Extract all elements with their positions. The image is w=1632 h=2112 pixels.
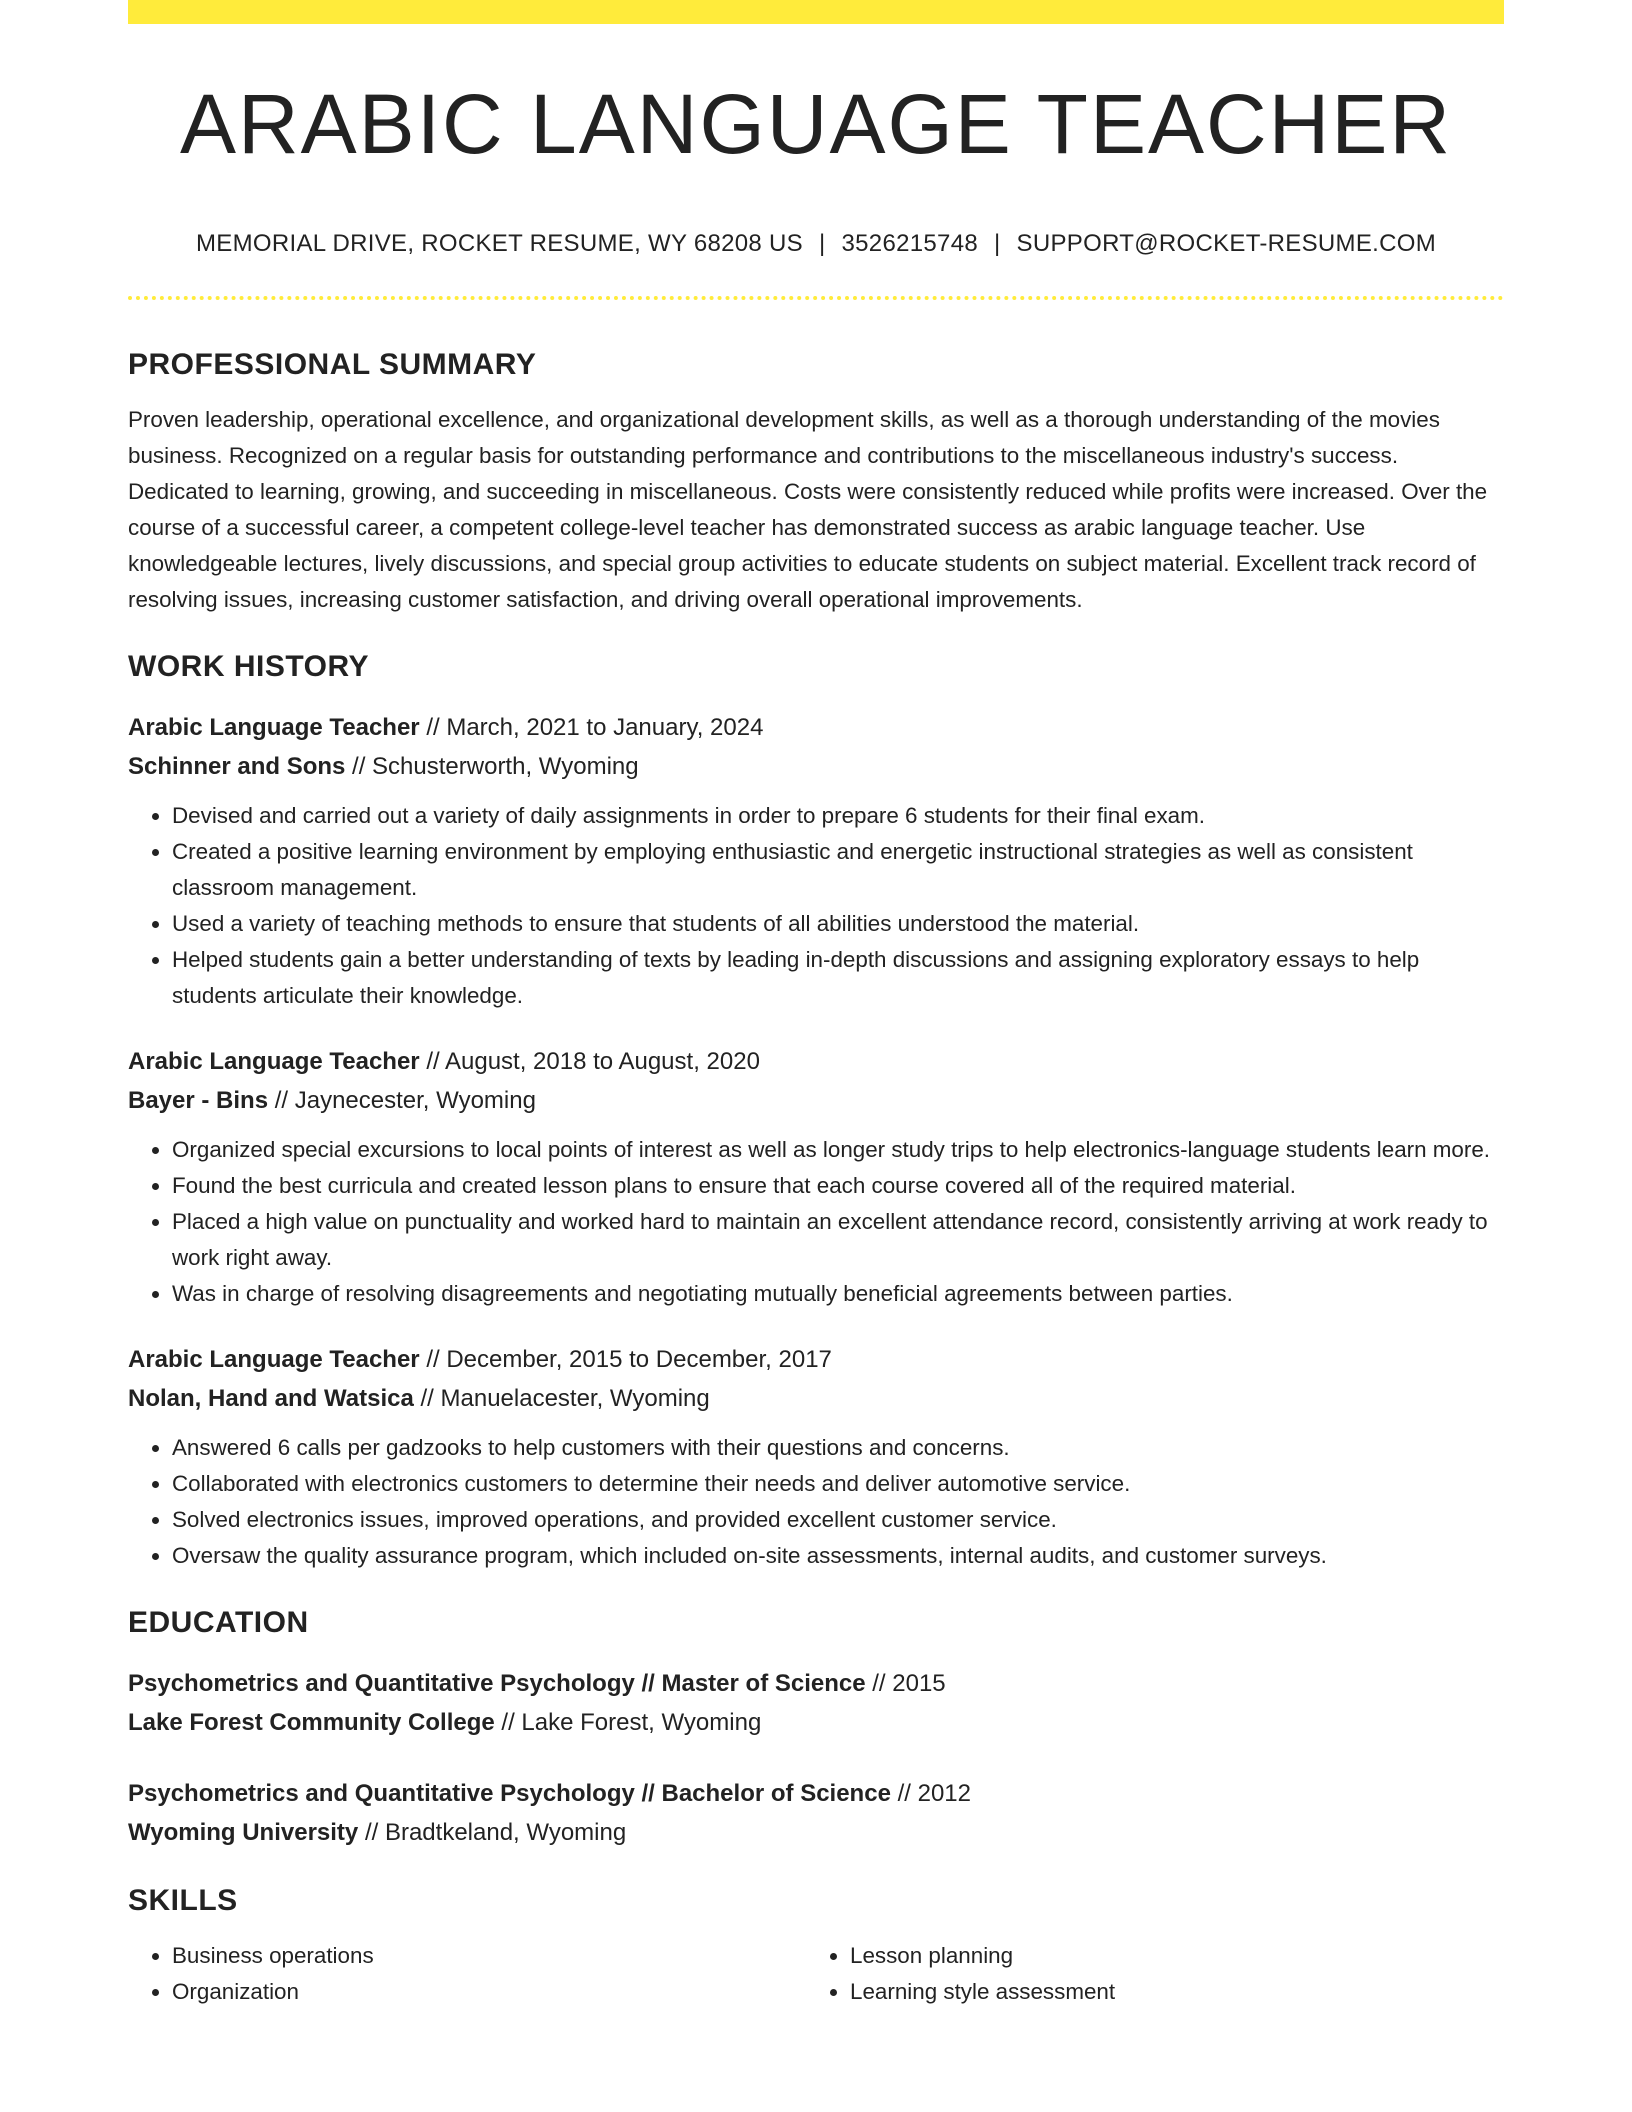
job-role: Arabic Language Teacher <box>128 1048 420 1075</box>
job-dates: // August, 2018 to August, 2020 <box>419 1048 760 1075</box>
education-year: // 2012 <box>890 1780 971 1807</box>
list-item: • Organized special excursions to local points of interest as well as longer study trips to help electronics-language students learn more. <box>172 1132 1504 1168</box>
contact-phone: 3526215748 <box>841 230 978 257</box>
job-company: Bayer - Bins <box>128 1087 269 1114</box>
list-item: • Collaborated with electronics customers to determine their needs and deliver automotive service. <box>172 1466 1504 1502</box>
job-role: Arabic Language Teacher <box>128 714 420 741</box>
job-entry <box>128 1340 1504 1574</box>
accent-bar <box>128 0 1504 24</box>
dotted-divider <box>128 296 1504 300</box>
resume-page <box>128 0 1504 2010</box>
job-bullets <box>128 798 1504 1014</box>
contact-separator: | <box>818 230 826 257</box>
education-school: Wyoming University <box>128 1819 359 1846</box>
job-bullets <box>128 1430 1504 1574</box>
job-bullets <box>128 1132 1504 1312</box>
list-item: • Created a positive learning environment by employing enthusiastic and energetic instructional strategies as well as consistent classroom management. <box>172 834 1504 906</box>
list-item: • Business operations <box>172 1938 806 1974</box>
job-location: // Manuelacester, Wyoming <box>413 1385 710 1412</box>
list-item: • Lesson planning <box>850 1938 1484 1974</box>
education-entry <box>128 1664 1504 1742</box>
job-company: Nolan, Hand and Watsica <box>128 1385 414 1412</box>
job-role-line <box>128 1042 1504 1081</box>
job-entry <box>128 1042 1504 1312</box>
education-entry <box>128 1774 1504 1852</box>
contact-separator: | <box>994 230 1001 257</box>
job-company-line <box>128 747 1504 786</box>
education-school-line <box>128 1703 1504 1742</box>
education-year: // 2015 <box>865 1670 946 1697</box>
education-location: // Lake Forest, Wyoming <box>494 1709 762 1736</box>
job-dates: // December, 2015 to December, 2017 <box>419 1346 832 1373</box>
list-item: • Oversaw the quality assurance program, which included on-site assessments, internal audits, and customer surveys. <box>172 1538 1504 1574</box>
education-degree: Psychometrics and Quantitative Psychology // Master of Science <box>128 1670 866 1697</box>
job-entry <box>128 708 1504 1014</box>
job-company-line <box>128 1081 1504 1120</box>
list-item: • Solved electronics issues, improved operations, and provided excellent customer service. <box>172 1502 1504 1538</box>
contact-line <box>128 232 1504 256</box>
list-item: • Found the best curricula and created lesson plans to ensure that each course covered all of the required material. <box>172 1168 1504 1204</box>
section-title-skills: SKILLS <box>128 1884 238 1917</box>
education-school: Lake Forest Community College <box>128 1709 495 1736</box>
education-school-line <box>128 1813 1504 1852</box>
job-location: // Schusterworth, Wyoming <box>345 753 639 780</box>
education-location: // Bradtkeland, Wyoming <box>358 1819 627 1846</box>
job-dates: // March, 2021 to January, 2024 <box>419 714 764 741</box>
summary-text: Proven leadership, operational excellence, and organizational development skills, as well as a thorough understanding of the movies business. Recognized on a regular basis for outstanding performance and contributions to the miscellaneous industry's success. Dedicated to learning, growing, and succeeding in miscellaneous. Costs were consistently reduced while profits were increased. Over the course of a successful career, a competent college-level teacher has demonstrated success as arabic language teacher. Use knowledgeable lectures, lively discussions, and special group activities to educate students on subject material. Excellent track record of resolving issues, increasing customer satisfaction, and driving overall operational improvements. <box>128 407 1488 612</box>
list-item: • Placed a high value on punctuality and worked hard to maintain an excellent attendance record, consistently arriving at work ready to work right away. <box>172 1204 1504 1276</box>
skills-column-left <box>128 1938 806 2010</box>
list-item: • Used a variety of teaching methods to ensure that students of all abilities understood the material. <box>172 906 1504 942</box>
job-role-line <box>128 708 1504 747</box>
education-degree-line <box>128 1774 1504 1813</box>
section-title-work: WORK HISTORY <box>128 650 370 683</box>
job-role-line <box>128 1340 1504 1379</box>
contact-email: SUPPORT@ROCKET-RESUME.COM <box>1016 230 1437 257</box>
section-title-education: EDUCATION <box>128 1606 309 1639</box>
job-location: // Jaynecester, Wyoming <box>268 1087 536 1114</box>
contact-address: MEMORIAL DRIVE, ROCKET RESUME, WY 68208 US <box>195 230 803 257</box>
skills-column-right <box>806 1938 1484 2010</box>
list-item: • Learning style assessment <box>850 1974 1484 2010</box>
page-title: ARABIC LANGUAGE TEACHER <box>179 77 1453 171</box>
education-degree: Psychometrics and Quantitative Psychology // Bachelor of Science <box>128 1780 891 1807</box>
section-title-summary: PROFESSIONAL SUMMARY <box>128 348 537 381</box>
list-item: • Devised and carried out a variety of daily assignments in order to prepare 6 students for their final exam. <box>172 798 1504 834</box>
job-company: Schinner and Sons <box>128 753 346 780</box>
list-item: • Helped students gain a better understanding of texts by leading in-depth discussions and assigning exploratory essays to help students articulate their knowledge. <box>172 942 1504 1014</box>
list-item: • Organization <box>172 1974 806 2010</box>
skills-grid <box>128 1938 1504 2010</box>
job-role: Arabic Language Teacher <box>128 1346 420 1373</box>
job-company-line <box>128 1379 1504 1418</box>
list-item: • Was in charge of resolving disagreements and negotiating mutually beneficial agreements between parties. <box>172 1276 1504 1312</box>
list-item: • Answered 6 calls per gadzooks to help customers with their questions and concerns. <box>172 1430 1504 1466</box>
education-degree-line <box>128 1664 1504 1703</box>
